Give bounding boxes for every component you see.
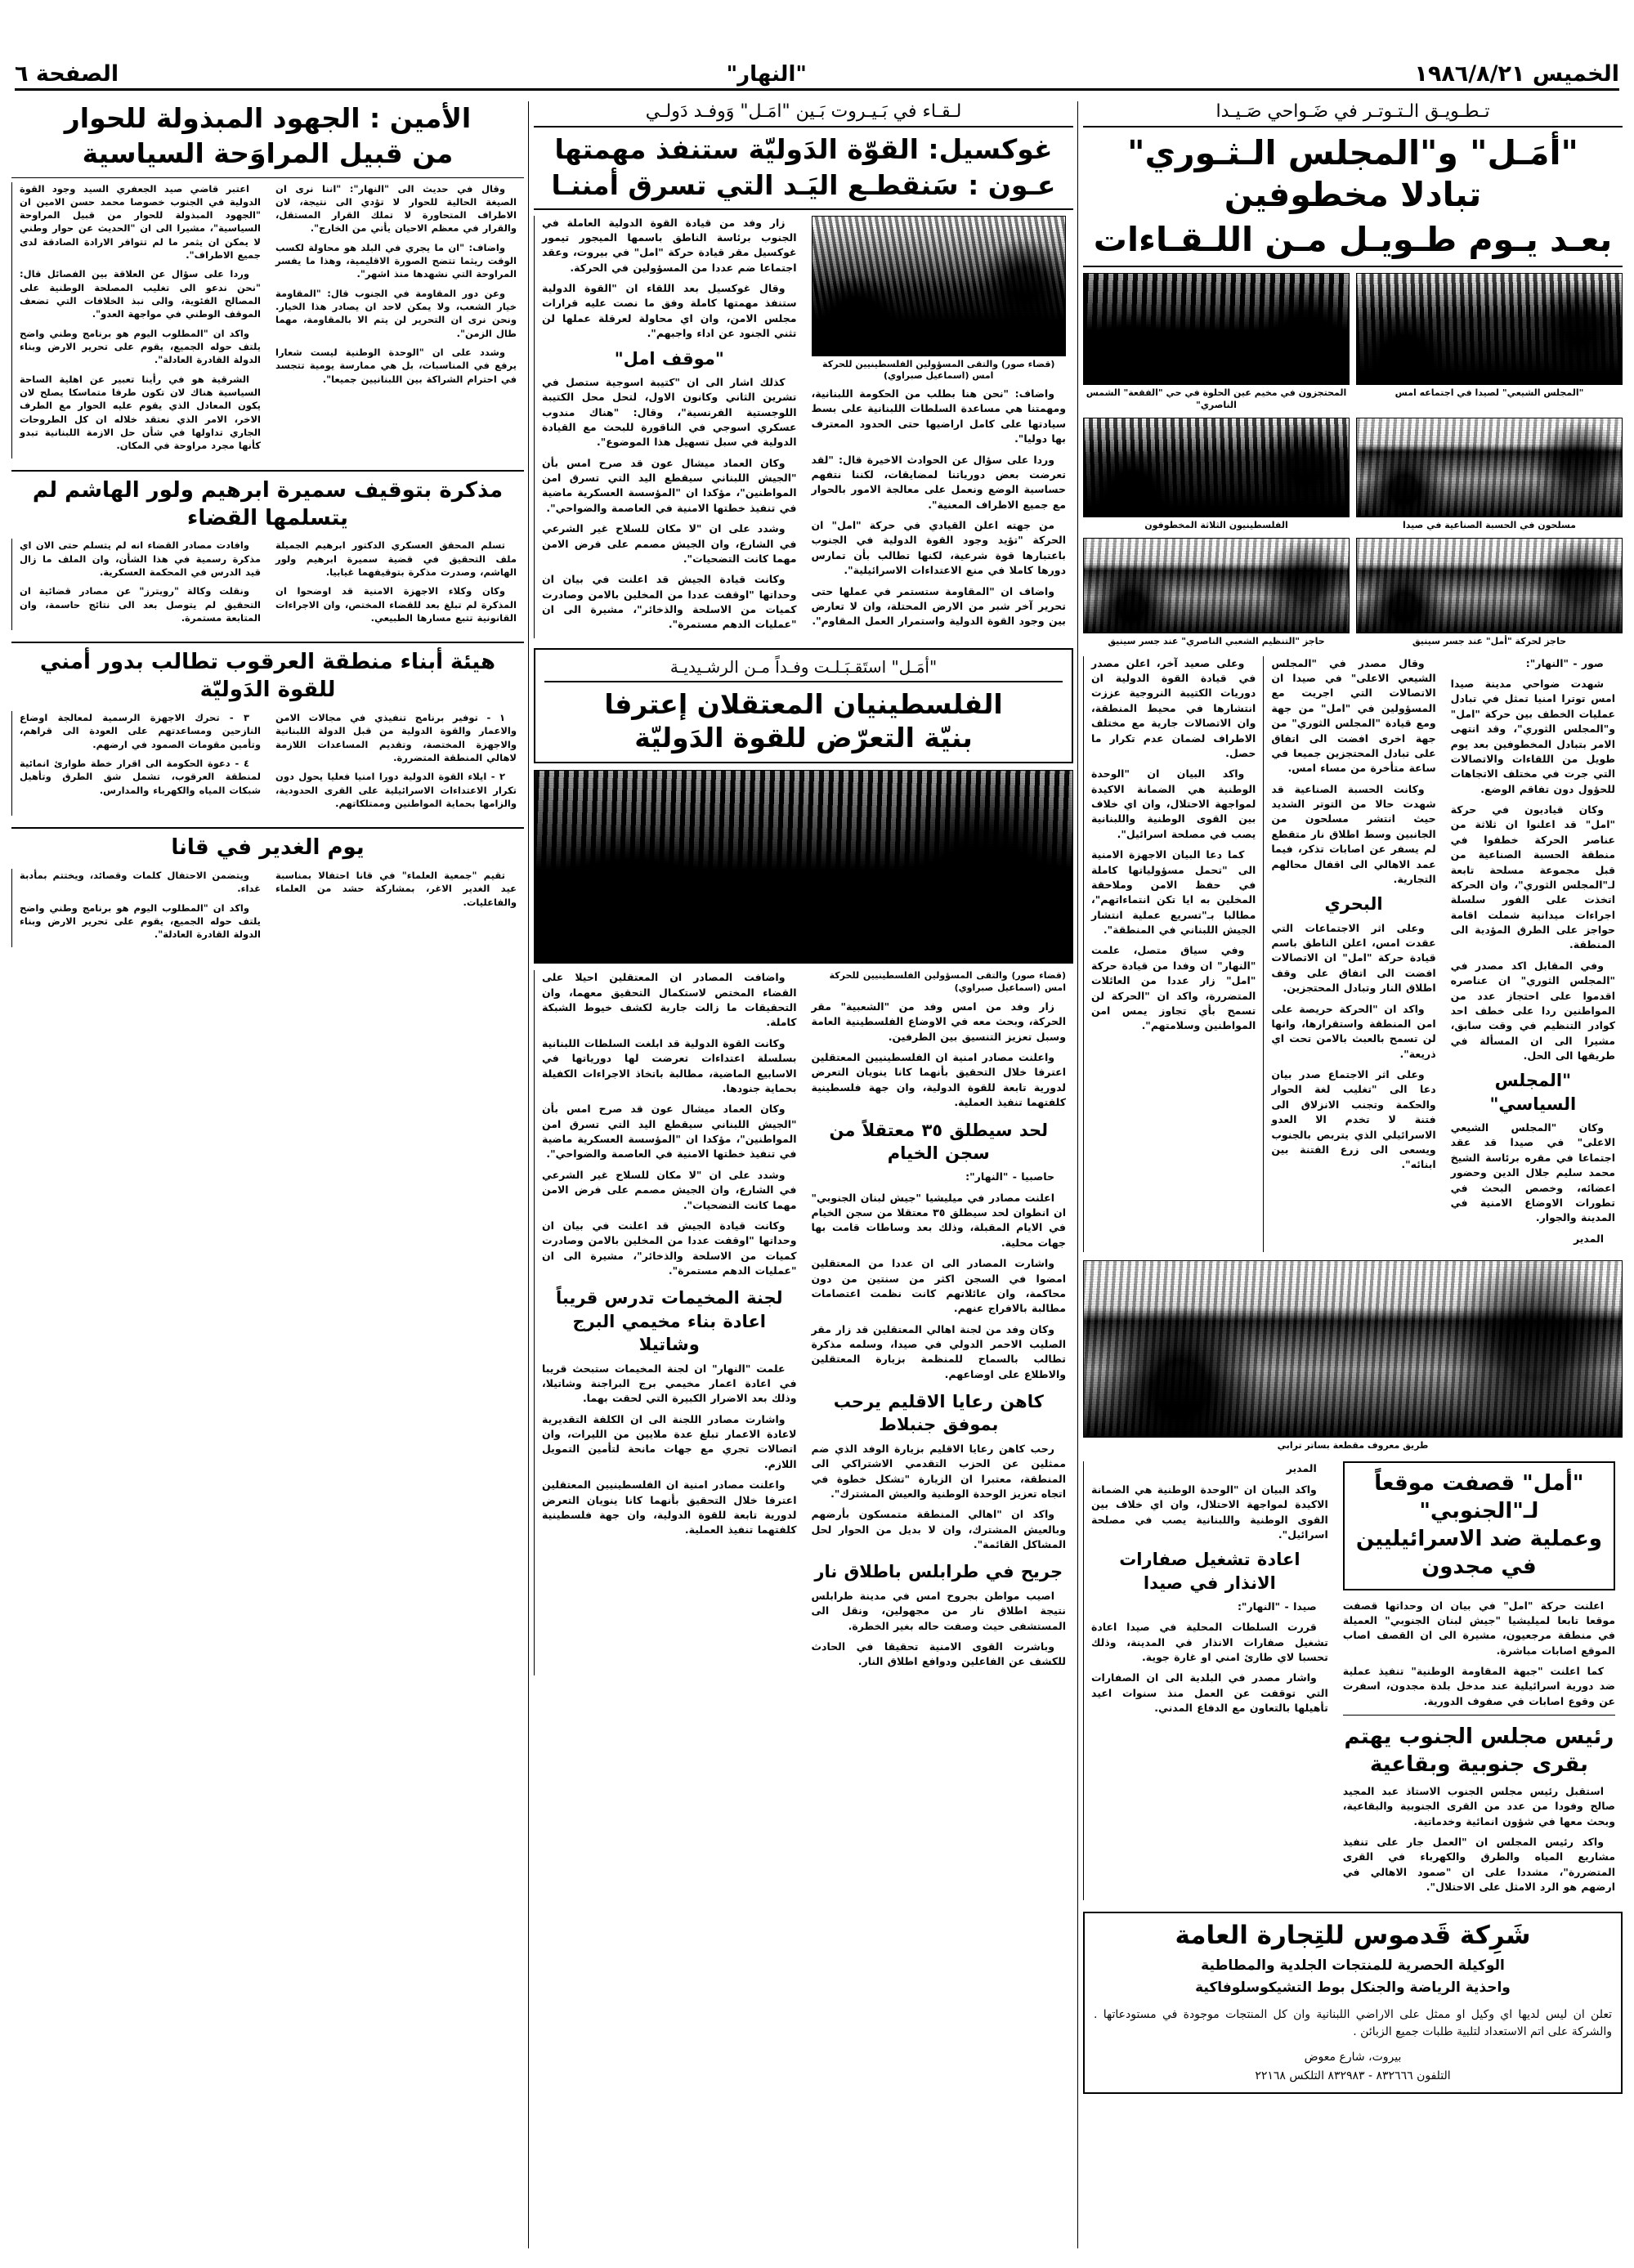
ghadir-body-b: ويتضمن الاحتفال كلمات وقصائد، ويختتم بمأدبة غداء. واكد ان "المطلوب اليوم هو برنامج وطني واضح يلتف حوله الجميع، يقوم على تحرير الارض وبناء الدولة القادرة العادلة". bbox=[20, 869, 261, 941]
masthead-paper-name: "النهار" bbox=[726, 62, 807, 87]
photo-caption-5: حاجز لحركة "أمل" عند جسر سينيق bbox=[1412, 636, 1567, 647]
box-palestinians-confession bbox=[534, 648, 1073, 764]
masthead bbox=[15, 39, 1619, 91]
left-body-col-a: وقال في حديث الى "النهار": "اننا نرى ان الصيغة الحالية للحوار لا تؤدي الى نتيجة، لان الاطراف المتحاورة لا تملك القرار المستقل، والقرار في معظم الاحيان يأتي من الخارج". واضاف: "ان ما يجري في البلد هو محاولة لكسب الوقت ريثما تتضح الصورة الاقليمية، وهذا ما يفسر المراوحة التي نشهدها منذ اشهر". وعن دور المقاومة في الجنوب قال: "المقاومة خيار الشعب، ولا يمكن لاحد ان يصادر هذا الخيار. ونحن نرى ان التحرير لن يتم الا بالمقاومة، مهما طال الزمن". وشدد على ان "الوحدة الوطنية ليست شعارا يرفع في المناسبات، بل هي ممارسة يومية تتجسد في احترام الشراكة بين اللبنانيين جميعا". bbox=[275, 182, 517, 385]
lead-body-columns bbox=[1083, 656, 1623, 1252]
zone-middle-story bbox=[534, 101, 1073, 2248]
ad-contact: التلفون ٨٣٢٦٦٦ - ٨٣٢٩٨٣ التلكس ٢٢١٦٨ bbox=[1255, 2069, 1451, 2082]
photo-goksel-portrait bbox=[812, 216, 1067, 356]
ad-body-text: تعلن ان ليس لديها اي وكيل او ممثل على الاراضي اللبنانية وان كل المنتجات موجودة في مستودعاتها . والشركة على اتم الاستعداد لتلبية طلبات جميع الزبائن . bbox=[1094, 2007, 1612, 2038]
lead-body-col-c: وعلى صعيد آخر، اعلن مصدر في قيادة القوة الدولية ان دوريات الكتيبة النروجية عززت انتشارها في محيط المنطقة، وان الاتصالات جارية مع مختلف الاطراف لضمان عدم تكرار ما حصل. واكد البيان ان "الوحدة الوطنية هي الضمانة الاكيدة لمواجهة الاحتلال، وان اي خلاف بين القوى الوطنية واللبنانية يصب في مصلحة اسرائيل". كما دعا البيان الاجهزة الامنية الى "تحمل مسؤولياتها كاملة في حفظ الامن وملاحقة المخلين به ايا تكن انتماءاتهم"، مطالبا بـ"تسريع عملية انتشار الجيش اللبناني في المنطقة". وفي سياق متصل، علمت "النهار" ان وفدا من قيادة حركة "امل" زار عددا من العائلات المتضررة، واكد ان "الحركة لن تسمح بأي تجاوز يمس امن المواطنين وسلامتهم". bbox=[1091, 656, 1256, 1032]
ad-company-name: شَرِكة قَدموس للتِجارة العامة bbox=[1175, 1921, 1531, 1951]
box-arkoub-committee bbox=[11, 649, 524, 816]
ad-subtitle-2: واحذية الرياضة والجنكل بوط التشيكوسلوفاكية bbox=[1195, 1979, 1511, 1997]
photo-bridge bbox=[1356, 418, 1623, 517]
palestinians-kicker: "أمَـل" استَقـبَـلـت وفـداً مـن الرشـيديـة bbox=[544, 657, 1063, 682]
photo-checkpoint-2 bbox=[1083, 538, 1350, 633]
middle-kicker: لـقـاء في بَـيـروت بَـين "امَـل" وَوفـد دَولـي bbox=[534, 101, 1073, 127]
left-body-columns bbox=[11, 182, 524, 459]
camps-committee-headline: لجنة المخيمات تدرس قريباً اعادة بناء مخيمي البرج وشاتيلا bbox=[556, 1288, 783, 1355]
south-council-headline: رئيس مجلس الجنوب يهتم بقرى جنوبية وبقاعية bbox=[1344, 1724, 1614, 1778]
ghadir-headline: يوم الغدير في قانا bbox=[171, 835, 365, 861]
south-council-body: استقبل رئيس مجلس الجنوب الاستاذ عبد المجيد صالح وفودا من عدد من القرى الجنوبية والبقاعية، وبحث معها في شؤون انمائية وخدماتية. واكد رئيس المجلس ان "العمل جار على تنفيذ مشاريع المياه والطرق والكهرباء في القرى المتضررة"، مشددا على ان "صمود الاهالي في ارضهم هو الرد الامثل على الاحتلال". bbox=[1342, 1784, 1615, 1894]
ghadir-body-a: تقيم "جمعية العلماء" في قانا احتفالا بمناسبة عيد الغدير الاغر، بمشاركة حشد من العلماء والفاعليات. bbox=[275, 869, 517, 908]
lead-lower-columns bbox=[1083, 1461, 1623, 1900]
wounded-tripoli-headline: جريح في طرابلس باطلاق نار bbox=[814, 1562, 1063, 1582]
photo-meeting-2 bbox=[1083, 273, 1350, 385]
left-headline-line1: الأمين : الجهود المبذولة للحوار bbox=[64, 102, 472, 134]
advertisement-qadmous bbox=[1083, 1912, 1623, 2093]
arrest-warrant-body-a: تسلم المحقق العسكري الدكتور ابرهيم الجميلة ملف التحقيق في قضية سميرة ابرهيم ولور الهاشم، وصدرت مذكرة بتوقيفهما غيابيا. وكان وكلاء الاجهزة الامنية قد اوضحوا ان المذكرة لم تبلغ بعد للقضاء المختص، وان الاجراءات القانونية تتبع مسارها الطبيعي. bbox=[275, 539, 517, 624]
middle-top-columns bbox=[534, 216, 1073, 638]
photo-caption-goksel: (قضاء صور) والتقى المسؤولين الفلسطينيين للحركة امس (اسماعيل صبراوي) bbox=[822, 358, 1055, 381]
lead-large-photo-wrap bbox=[1083, 1260, 1623, 1452]
lead-body-col-a: صور - "النهار": شهدت ضواحي مدينة صيدا امس توترا امنيا تمثل في تبادل عمليات الخطف بين حركة "امل" و"المجلس الثوري"، وقد انتهى الامر بتبادل المخطوفين بعد يوم طويل من اللقاءات والاتصالات التي جرت في مختلف الاتجاهات للحؤول دون تفاقم الوضع. وكان قياديون في حركة "امل" قد اعلنوا ان ثلاثة من عناصر الحركة خطفوا في منطقة الحسبة الصناعية من قبل مجموعة مسلحة تابعة لـ"المجلس الثوري"، وان الحركة اتخذت على الفور سلسلة اجراءات ميدانية شملت اقامة حواجز على الطرق المؤدية الى المنطقة. وفي المقابل اكد مصدر في "المجلس الثوري" ان عناصره اقدموا على احتجاز عدد من المواطنين ردا على خطف احد كوادر التنظيم في وقت سابق، مشيرا الى ان المسألة في طريقها الى الحل. "المجلس السياسي" وكان "المجلس الشيعي الاعلى" في صيدا قد عقد اجتماعا في مقره برئاسة الشيخ محمد سليم جلال الدين وحضور اعضائه، وخصص البحث في تطورات الاوضاع الامنية في المدينة والجوار. المدير bbox=[1450, 656, 1615, 1245]
arkoub-body-b: ٣ - تحرك الاجهزة الرسمية لمعالجة اوضاع النازحين ومساعدتهم على العودة الى قراهم، وتأمين مقومات الصمود في ارضهم. ٤ - دعوة الحكومة الى اقرار خطة طوارئ انمائية لمنطقة العرقوب، تشمل شق الطرق وتأهيل شبكات المياه والكهرباء والمدارس. bbox=[20, 711, 261, 796]
masthead-date: الخميس ١٩٨٦/٨/٢١ bbox=[1414, 61, 1619, 87]
lead-photo-row-1 bbox=[1083, 273, 1623, 411]
palestinians-photo-wrap bbox=[534, 770, 1073, 964]
column-separator-2 bbox=[528, 101, 529, 2248]
middle-body-col-a: واضاف: "نحن هنا بطلب من الحكومة اللبنانية، ومهمتنا هي مساعدة السلطات اللبنانية على بسط سيادتها على كامل اراضيها حتى الحدود المعترف بها دوليا". وردا على سؤال عن الحوادث الاخيرة قال: "لقد تعرضت بعض دورياتنا لمضايقات، لكننا نتفهم حساسية الوضع ونعمل على معالجة الامور بالحوار مع جميع الاطراف المعنية". من جهته اعلن القيادي في حركة "امل" ان الحركة "تؤيد وجود القوة الدولية في الجنوب باعتبارها قوة شرعية، لكنها تطالب بأن تمارس دورها كاملا في منع الاعتداءات الاسرائيلية". واضاف ان "المقاومة ستستمر في عملها حتى تحرير آخر شبر من الارض المحتلة، وان لا تعارض بين وجود القوة الدولية واستمرار العمل المقاوم". bbox=[811, 387, 1066, 628]
priest-headline: كاهن رعايا الاقليم يرحب بموفق جنبلاط bbox=[833, 1392, 1044, 1435]
lead-photo-row-3 bbox=[1083, 538, 1623, 647]
middle-body-col-b: زار وفد من قيادة القوة الدولية العاملة في الجنوب برئاسة الناطق باسمها الميجور تيمور غوكسيل مقر قيادة حركة "امل" في بيروت، وعقد اجتماعا ضم عددا من المسؤولين في الحركة. وقال غوكسيل بعد اللقاء ان "القوة الدولية ستنفذ مهمتها كاملة وفق ما نصت عليه قرارات مجلس الامن، وان اي محاولة لعرقلة عملها لن تثني الجنود عن اداء واجبهم". "موقف امل" كذلك اشار الى ان "كتيبة اسوجية ستصل في تشرين الثاني وكانون الاول، لتحل محل الكتيبة اللوجستية الفرنسية"، وقال: "هناك مندوب عسكري اسوجي في الناقورة للبحث مع القيادة الدولية في سبل تسهيل هذا الموضوع". وكان العماد ميشال عون قد صرح امس بأن "الجيش اللبناني سيقطع اليد التي تسرق امن المواطنين"، مؤكدا ان "المؤسسة العسكرية ماضية في تنفيذ خطتها الامنية في العاصمة والضواحي". وشدد على ان "لا مكان للسلاح غير الشرعي في الشارع، وان الجيش مصمم على فرض الامن مهما كانت التضحيات". وكانت قيادة الجيش قد اعلنت في بيان ان وحداتها "اوقفت عددا من المخلين بالامن وصادرت كميات من الاسلحة والذخائر"، مشيرة الى ان "عمليات الدهم مستمرة". bbox=[542, 216, 797, 631]
masthead-page-number: الصفحة ٦ bbox=[15, 61, 119, 87]
box-amal-shelling-headline-2: وعملية ضد الاسرائيليين في مجدون bbox=[1355, 1527, 1602, 1579]
lead-headline-line1: "أمَـل" و"المجلس الـثـوري" تبادلا مخطوفين bbox=[1127, 133, 1578, 214]
columns-container bbox=[11, 101, 1623, 2248]
photo-caption-1: "المجلس الشيعي" لصيدا في اجتماعه امس bbox=[1394, 387, 1584, 399]
photo-caption-3: مسلحون في الحسبة الصناعية في صيدا bbox=[1403, 520, 1576, 531]
left-headline-line2: من قبيل المراوَحة السياسية bbox=[82, 137, 454, 170]
palestinians-body-col-a: (قضاء صور) والتقى المسؤولين الفلسطينيين للحركة امس (اسماعيل صبراوي) زار وفد من امس وفد من "الشعبية" مقر الحركة، وبحث معه في الاوضاع الفلسطينية العامة وسبل تعزيز التنسيق بين الطرفين. واعلنت مصادر امنية ان الفلسطينيين المعتقلين اعترفا خلال التحقيق بأنهما كانا ينويان التعرض لدورية تابعة للقوة الدولية، وان جهة فلسطينية كلفتهما تنفيذ العملية. لحد سيطلق ٣٥ معتقلاً من سجن الخيام حاصبيا - "النهار": اعلنت مصادر في ميليشيا "جيش لبنان الجنوبي" ان انطوان لحد سيطلق ٣٥ معتقلا من سجن الخيام في الايام المقبلة، وذلك بعد وساطات قامت بها جهات محلية. واشارت المصادر الى ان عددا من المعتقلين امضوا في السجن اكثر من سنتين من دون محاكمة، وان عائلاتهم كانت نظمت اعتصامات مطالبة بالافراج عنهم. وكان وفد من لجنة اهالي المعتقلين قد زار مقر الصليب الاحمر الدولي في صيدا، وسلمه مذكرة تطالب بالسماح للمنظمة بزيارة المعتقلين والاطلاع على اوضاعهم. كاهن رعايا الاقليم يرحب بموفق جنبلاط رحب كاهن رعايا الاقليم بزيارة الوفد الذي ضم ممثلين عن الحزب التقدمي الاشتراكي الى المنطقة، معتبرا ان الزيارة "تشكل خطوة في اتجاه تعزيز الوحدة الوطنية والعيش المشترك". واكد ان "اهالي المنطقة متمسكون بأرضهم وبالعيش المشترك، وان لا بديل من الحوار لحل المشاكل القائمة". جريح في طرابلس باطلاق نار اصيب مواطن بجروح امس في مدينة طرابلس نتيجة اطلاق نار من مجهولين، ونقل الى المستشفى حيث وصفت حاله بغير الخطرة. وباشرت القوى الامنية تحقيقا في الحادث للكشف عن الفاعلين ودوافع اطلاق النار. bbox=[811, 970, 1066, 1668]
lead-lower-body-continued: المدير واكد البيان ان "الوحدة الوطنية هي الضمانة الاكيدة لمواجهة الاحتلال، وان اي خلاف بين القوى الوطنية واللبنانية يصب في مصلحة اسرائيل". اعادة تشغيل صفارات الانذار في صيدا صيدا - "النهار": قررت السلطات المحلية في صيدا اعادة تشغيل صفارات الانذار في المدينة، وذلك تحسبا لاي طارئ امني او غارة جوية. واشار مصدر في البلدية الى ان الصفارات التي توقفت عن العمل منذ سنوات اعيد تأهيلها بالتعاون مع الدفاع المدني. bbox=[1091, 1462, 1328, 1715]
arkoub-body-a: ١ - توفير برنامج تنفيذي في مجالات الامن والاعمار والقوة الدولية من قبل الدولة اللبنانية والاجهزة المختصة، وتقديم المساعدات اللازمة لاهالي المنطقة المتضررة. ٢ - ايلاء القوة الدولية دورا امنيا فعليا يحول دون تكرار الاعتداءات الاسرائيلية على القرى الحدودية، والزامها بحماية المواطنين وممتلكاتهم. bbox=[275, 711, 517, 809]
photo-hostages bbox=[1083, 418, 1350, 517]
box-ghadir-day bbox=[11, 834, 524, 946]
palestinians-headline-1: الفلسطينيان المعتقلان إعترفا bbox=[604, 687, 1003, 720]
lead-subhead-political-council: "المجلس السياسي" bbox=[1489, 1071, 1577, 1114]
box-amal-shelling-body: اعلنت حركة "امل" في بيان ان وحداتها قصفت موقعا تابعا لميليشيا "جيش لبنان الجنوبي" العميلة في منطقة مرجعيون، مشيرة الى ان القصف اصاب الموقع اصابات مباشرة. كما اعلنت "جبهة المقاومة الوطنية" تنفيذ عملية ضد دورية اسرائيلية عند مدخل بلدة مجدون، اسفرت عن وقوع اصابات في صفوف الدورية. bbox=[1342, 1599, 1615, 1707]
photo-blocked-road bbox=[1083, 1260, 1623, 1438]
lead-photo-row-2 bbox=[1083, 418, 1623, 531]
box-amal-shelling bbox=[1343, 1461, 1615, 1590]
middle-headline-line1: غوكسيل: القوّة الدَوليّة ستنفذ مهمتها bbox=[554, 133, 1053, 165]
photo-meeting-room bbox=[534, 770, 1073, 964]
khiam-headline: لحد سيطلق ٣٥ معتقلاً من سجن الخيام bbox=[829, 1120, 1049, 1163]
ad-address: بيروت، شارع معوض bbox=[1304, 2050, 1402, 2064]
lead-body-col-b: وقال مصدر في "المجلس الشيعي الاعلى" في صيدا ان الاتصالات التي اجريت مع المسؤولين في "امل" من جهة ومع قيادة "المجلس الثوري" من جهة اخرى افضت الى اتفاق على تبادل المحتجزين جميعا في ساعة متأخرة من مساء امس. وكانت الحسبة الصناعية قد شهدت حالا من التوتر الشديد حيث انتشر مسلحون من الجانبين وسط اطلاق نار متقطع لم يسفر عن اصابات تذكر، فيما عمد الاهالي الى اقفال محالهم التجارية. البحري وعلى اثر الاجتماعات التي عقدت امس، اعلن الناطق باسم قيادة حركة "امل" ان الاتصالات افضت الى اتفاق على وقف اطلاق النار وتبادل المحتجزين. واكد ان "الحركة حريصة على امن المنطقة واستقرارها، وانها لن تسمح بالعبث بالامن تحت اي ذريعة". وعلى اثر الاجتماع صدر بيان دعا الى "تغليب لغة الحوار والحكمة وتجنب الانزلاق الى فتنة لا تخدم الا العدو الاسرائيلي الذي يتربص بالجنوب ويسعى الى زرع الفتنة بين ابنائه". bbox=[1271, 656, 1436, 1171]
photo-caption-4: الفلسطينيون الثلاثة المخطوفون bbox=[1144, 520, 1288, 531]
box-arrest-warrant bbox=[11, 477, 524, 631]
lead-kicker: تـطـويـق الـتـوتـر في ضَـواحي صَـيـدا bbox=[1083, 101, 1623, 127]
photo-caption-2: المحتجزون في مخيم عين الحلوة في حي "الفقعة" الشمس الناصري" bbox=[1086, 387, 1347, 410]
arkoub-headline-1: هيئة أبناء منطقة العرقوب تطالب بدور أمني للقوة الدَوليّة bbox=[39, 650, 496, 703]
zone-lead-story bbox=[1083, 101, 1623, 2248]
photo-caption-blocked-road: طريق معروف مقطعة بساتر ترابي bbox=[1277, 1440, 1429, 1452]
palestinians-photo-caption: (قضاء صور) والتقى المسؤولين الفلسطينيين للحركة امس (اسماعيل صبراوي) bbox=[829, 970, 1066, 993]
lead-subhead-albahri: البحري bbox=[1324, 894, 1383, 915]
photo-meeting-1 bbox=[1356, 273, 1623, 385]
palestinians-body-col-b: واضافت المصادر ان المعتقلين احيلا على القضاء المختص لاستكمال التحقيق معهما، وان التحقيقات ما زالت جارية لكشف خيوط الشبكة كاملة. وكانت القوة الدولية قد ابلغت السلطات اللبنانية بسلسلة اعتداءات تعرضت لها دورياتها في الاسابيع الماضية، مطالبة باتخاذ الاجراءات الكفيلة بحماية جنودها. وكان العماد ميشال عون قد صرح امس بأن "الجيش اللبناني سيقطع اليد التي تسرق امن المواطنين"، مؤكدا ان "المؤسسة العسكرية ماضية في تنفيذ خطتها الامنية في العاصمة والضواحي". وشدد على ان "لا مكان للسلاح غير الشرعي في الشارع، وان الجيش مصمم على فرض الامن مهما كانت التضحيات". وكانت قيادة الجيش قد اعلنت في بيان ان وحداتها "اوقفت عددا من المخلين بالامن وصادرت كميات من الاسلحة والذخائر"، مشيرة الى ان "عمليات الدهم مستمرة". لجنة المخيمات تدرس قريباً اعادة بناء مخيمي البرج وشاتيلا علمت "النهار" ان لجنة المخيمات ستبحث قريبا في اعادة اعمار مخيمي برج البراجنة وشاتيلا، وذلك بعد الاضرار الكبيرة التي لحقت بهما. واشارت مصادر اللجنة الى ان الكلفة التقديرية لاعادة الاعمار تبلغ عدة ملايين من الليرات، وان اتصالات تجري مع جهات مانحة لتأمين التمويل اللازم. واعلنت مصادر امنية ان الفلسطينيين المعتقلين اعترفا خلال التحقيق بأنهما كانا ينويان التعرض لدورية تابعة للقوة الدولية، وان جهة فلسطينية كلفتهما تنفيذ العملية. bbox=[542, 971, 797, 1537]
lead-headline-line2: بعـد يـوم طـويـل مـن اللـقـاءات bbox=[1093, 219, 1613, 259]
box-amal-shelling-headline-1: "أمل" قصفت موقعاً لـ"الجنوبي" bbox=[1374, 1471, 1584, 1524]
sirens-headline: اعادة تشغيل صفارات الانذار في صيدا bbox=[1119, 1550, 1300, 1593]
photo-caption-6: حاجز "التنظيم الشعبي الناصري" عند جسر سينيق bbox=[1108, 636, 1325, 647]
middle-lower-columns bbox=[534, 970, 1073, 1675]
zone-left-story bbox=[11, 101, 524, 2248]
left-body-col-b: اعتبر قاضي صيد الجعفري السيد وجود القوة الدولية في الجنوب خصوصا محمد حسن الامين ان "الجهود المبذولة للحوار من قبيل المراوحة السياسية"، مشيرا الى ان "الحديث عن حوار وطني لا يمكن ان يثمر ما لم تتوافر الارادة الصادقة لدى جميع الاطراف". وردا على سؤال عن العلاقة بين الفصائل قال: "نحن ندعو الى تغليب المصلحة الوطنية على المصالح الفئوية، والى نبذ الخلافات التي تضعف الموقف الوطني في مواجهة العدو". واكد ان "المطلوب اليوم هو برنامج وطني واضح يلتف حوله الجميع، يقوم على تحرير الارض وبناء الدولة القادرة العادلة". الشرقية هو في رأينا تعبير عن اهلية الساحة السياسية هناك لان تكون طرفا متماسكا يصلح لان يكون المعادل الذي يقوم عليه الحوار مع الطرف الاخر، الامر الذي نعتقد خلاله ان كل الطروحات الجاري تداولها في شأن حل الازمة اللبنانية تبدو كأنها مجرد مراوحة في المكان. bbox=[20, 182, 261, 452]
photo-checkpoint-1 bbox=[1356, 538, 1623, 633]
middle-subhead-amal-position: "موقف امل" bbox=[614, 348, 724, 369]
palestinians-headline-2: بنيّة التعرّض للقوة الدَوليّة bbox=[634, 722, 973, 754]
arrest-warrant-headline: مذكرة بتوقيف سميرة ابرهيم ولور الهاشم لم يتسلمها القضاء bbox=[32, 477, 504, 530]
arrest-warrant-body-b: وافادت مصادر القضاء انه لم يتسلم حتى الان اي مذكرة رسمية في هذا الشأن، وان الملف ما زال قيد الدرس في المحكمة العسكرية. ونقلت وكالة "رويترز" عن مصادر قضائية ان التحقيق لم يتوصل بعد الى نتائج حاسمة، وان المتابعة مستمرة. bbox=[20, 539, 261, 624]
ad-subtitle-1: الوكيلة الحصرية للمنتجات الجلدية والمطاطية bbox=[1201, 1957, 1505, 1975]
column-separator-1 bbox=[1077, 101, 1078, 2248]
middle-headline-line2: عـون : سَنقطـع اليَـد التي تسرق أمننـا bbox=[551, 169, 1056, 202]
